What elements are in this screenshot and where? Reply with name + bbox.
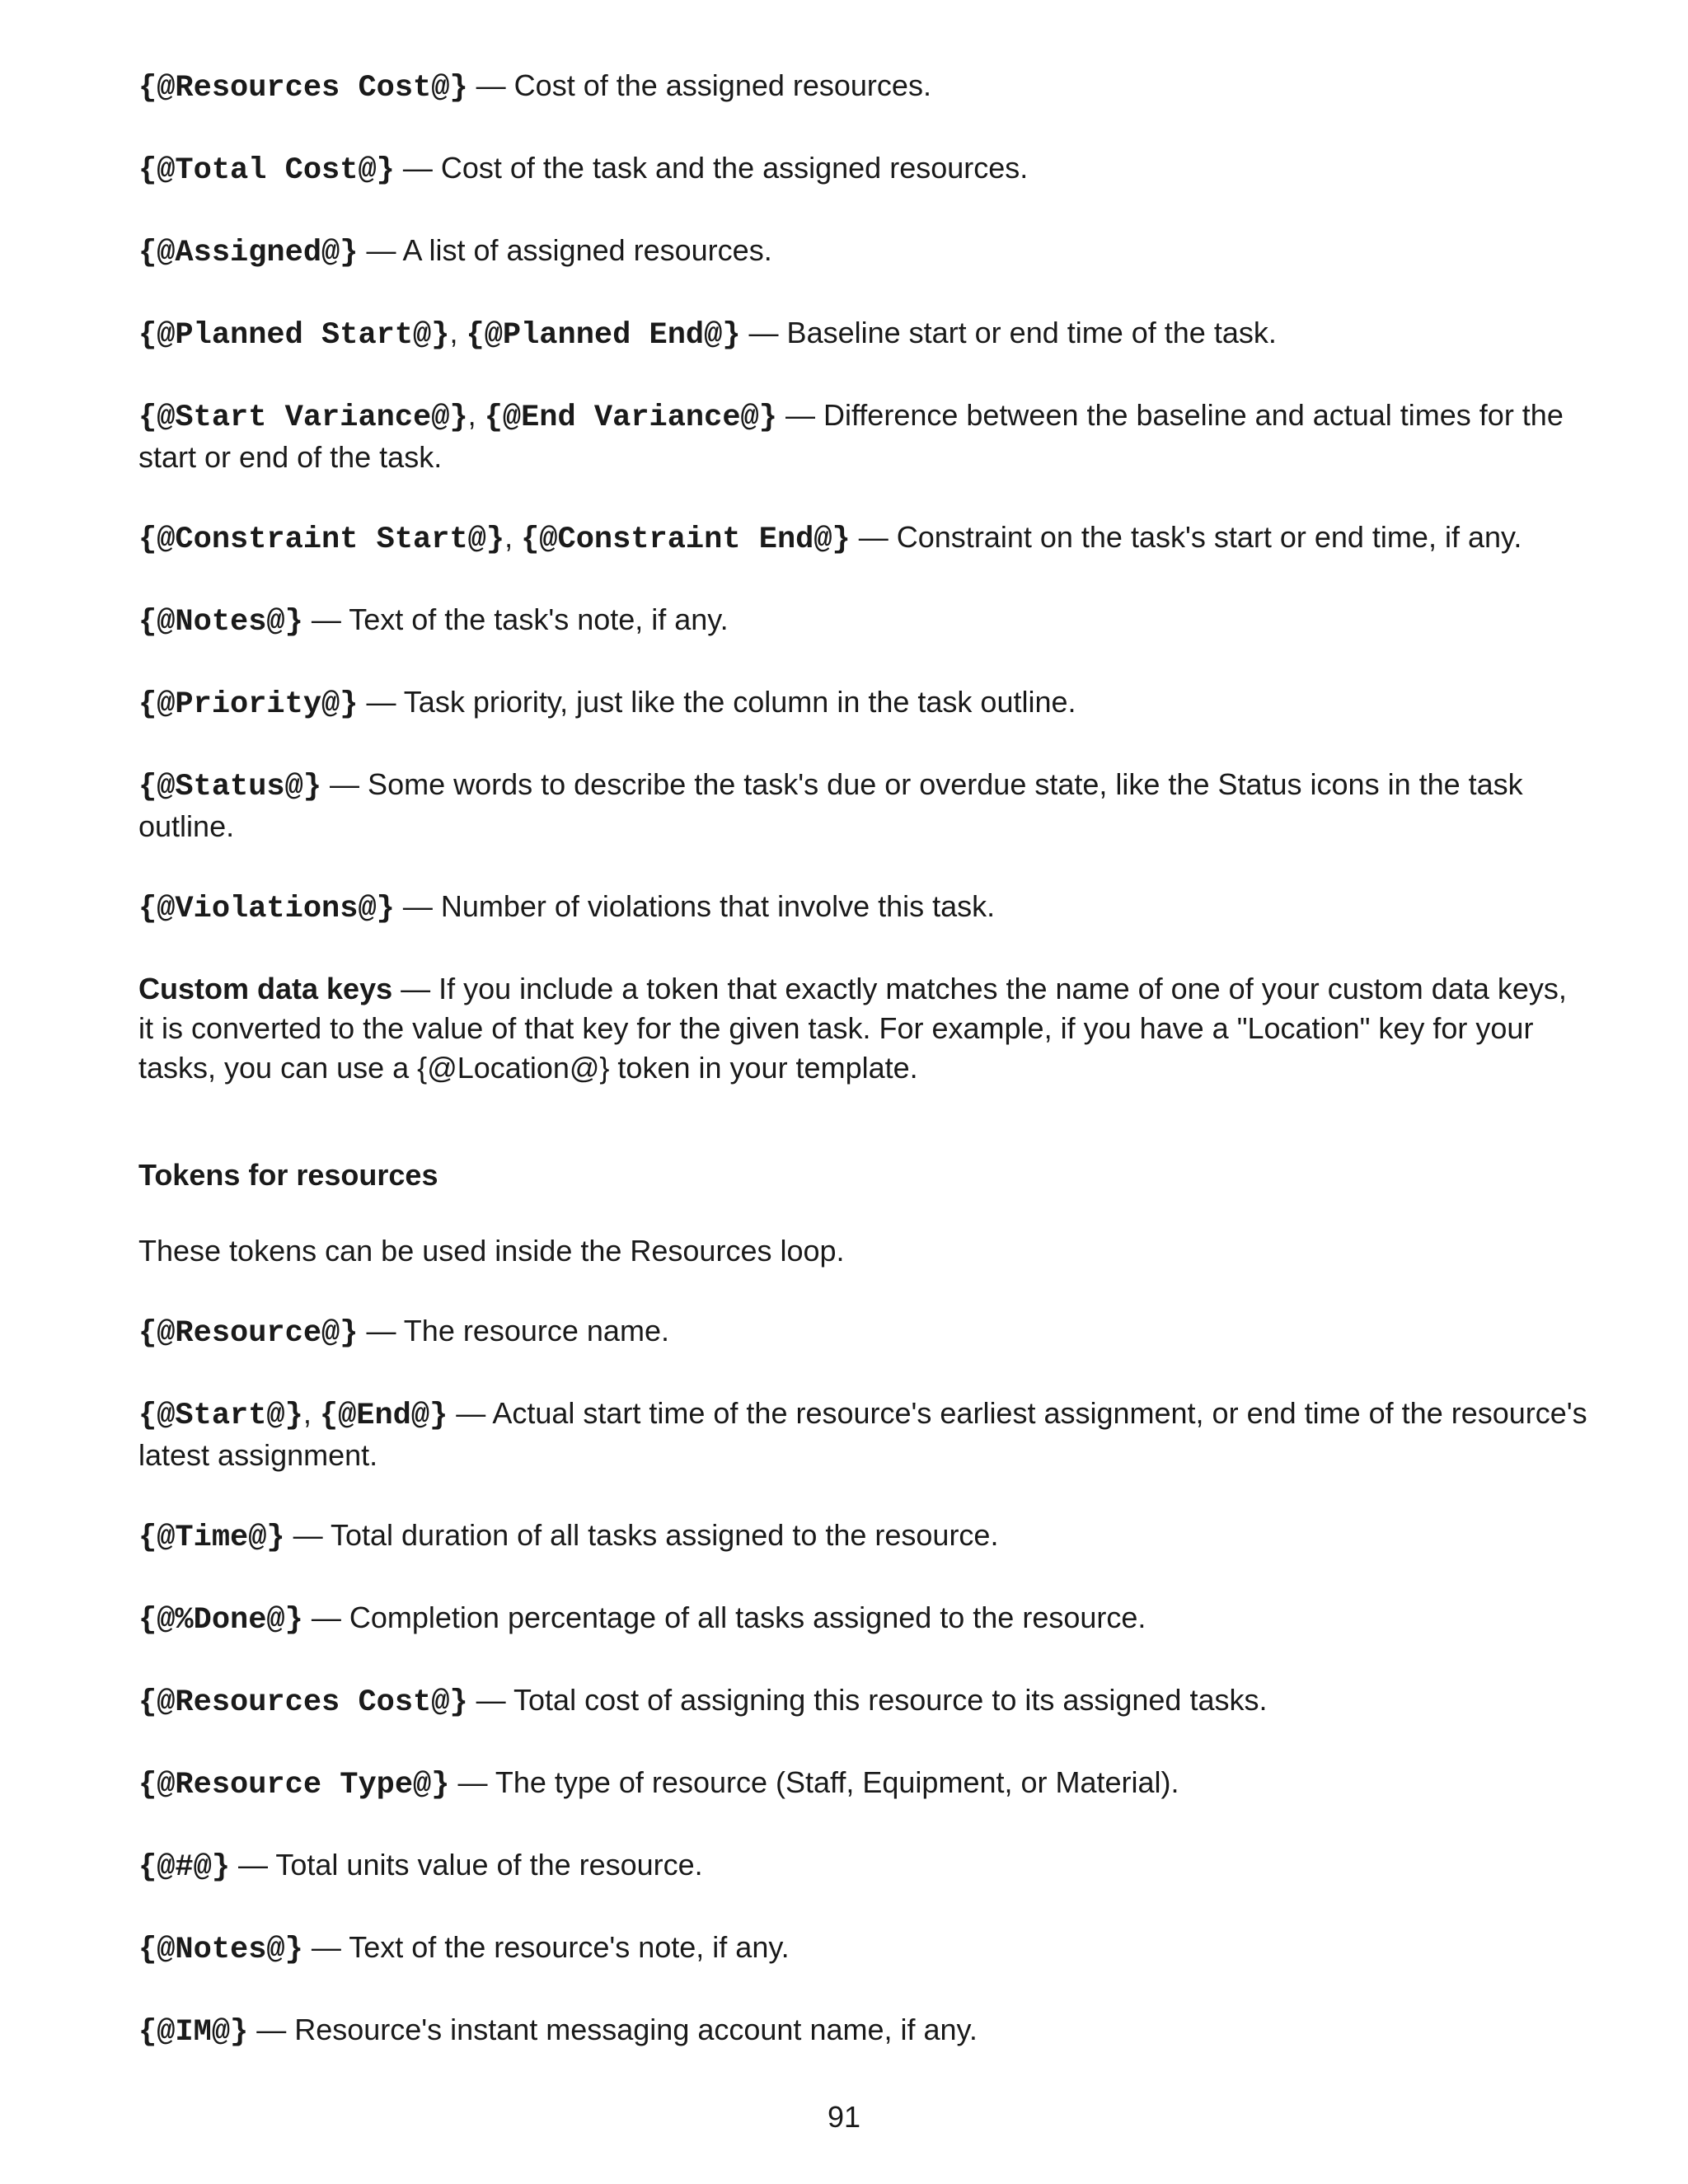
- token: {@Resource@}: [138, 1316, 359, 1351]
- token: {@Start@}: [138, 1399, 303, 1433]
- token-description: — Total cost of assigning this resource to its assigned tasks.: [467, 1683, 1268, 1717]
- token-description: — Constraint on the task's start or end time, if any.: [850, 520, 1522, 554]
- token-description: — Number of violations that involve this task.: [394, 889, 996, 923]
- token-description: — Some words to describe the task's due or overdue state, like the Status icons in the task outline.: [138, 767, 1523, 843]
- token-description: — Actual start time of the resource's earliest assignment, or end time of the resource's latest assignment.: [138, 1396, 1587, 1472]
- token-entry-resource: [138, 1311, 1589, 1353]
- token-entry-assigned: [138, 231, 1589, 273]
- token-entry-status: [138, 765, 1589, 846]
- token-description: — A list of assigned resources.: [358, 233, 772, 267]
- token: {@Priority@}: [138, 687, 359, 722]
- token: {@Notes@}: [138, 605, 303, 640]
- token-entry-notes: [138, 600, 1589, 642]
- token-entry-resource-type: [138, 1763, 1589, 1805]
- token: {@Violations@}: [138, 892, 395, 926]
- token-entry-violations: [138, 887, 1589, 929]
- token-entry-planned: {@Planned Start@}, {@Planned End@} — Baseline start or end time of the task.: [138, 316, 1277, 353]
- task-token-list: [138, 66, 1589, 1088]
- token-description: — Task priority, just like the column in the task outline.: [358, 685, 1076, 719]
- token: {@End@}: [319, 1399, 448, 1433]
- token-description: — Cost of the task and the assigned resources.: [394, 151, 1029, 185]
- token-entry-constraint: {@Constraint Start@}, {@Constraint End@} — Constraint on the task's start or end time, if any.: [138, 520, 1522, 557]
- token: {@Resources Cost@}: [138, 1685, 468, 1720]
- token: {@Planned End@}: [466, 318, 741, 353]
- token-description: — Text of the task's note, if any.: [302, 602, 729, 636]
- token-entry-priority: [138, 682, 1589, 724]
- token-entry-total-cost: [138, 148, 1589, 190]
- token-description: — Completion percentage of all tasks assigned to the resource.: [302, 1601, 1146, 1634]
- token-description: — The type of resource (Staff, Equipment, or Material).: [449, 1765, 1179, 1799]
- token-entry-resource-notes: [138, 1928, 1589, 1970]
- token-description: — Cost of the assigned resources.: [467, 68, 931, 102]
- token: {@IM@}: [138, 2015, 249, 2050]
- token-description: — Baseline start or end time of the task.: [740, 316, 1277, 349]
- custom-data-keys-entry: [138, 969, 1589, 1088]
- token-description: — Resource's instant messaging account name, if any.: [248, 2013, 978, 2046]
- token-description: — The resource name.: [358, 1314, 669, 1347]
- custom-data-keys-description: — If you include a token that exactly matches the name of one of your custom data keys, it is converted to the value of that key for the given task. For example, if you have a "Location" key for your tasks, you can use a {@Location@} token in your template.: [138, 972, 1567, 1085]
- token: {@Time@}: [138, 1521, 285, 1555]
- token-entry-start-end: {@Start@}, {@End@} — Actual start time of the resource's earliest assignment, or end time of the resource's latest assignment.: [138, 1396, 1587, 1472]
- token-description: — Total duration of all tasks assigned to the resource.: [284, 1518, 999, 1552]
- token: {@Constraint Start@}: [138, 523, 505, 557]
- token: {@Start Variance@}: [138, 401, 468, 435]
- token-entry-time: [138, 1516, 1589, 1558]
- token: {@Notes@}: [138, 1933, 303, 1967]
- token: {@Status@}: [138, 770, 322, 804]
- token-entry-resources-cost-2: [138, 1680, 1589, 1722]
- token: {@End Variance@}: [484, 401, 777, 435]
- token: {@Assigned@}: [138, 236, 359, 270]
- token: {@Resource Type@}: [138, 1768, 450, 1802]
- section-heading-resources: Tokens for resources: [138, 1158, 438, 1192]
- token: {@Total Cost@}: [138, 153, 395, 188]
- token-entry-percent-done: [138, 1598, 1589, 1640]
- token: {@Constraint End@}: [521, 523, 851, 557]
- token-entry-resources-cost: [138, 66, 1589, 108]
- token: {@Resources Cost@}: [138, 71, 468, 105]
- token: {@%Done@}: [138, 1603, 303, 1638]
- token-entry-variance: {@Start Variance@}, {@End Variance@} — Difference between the baseline and actual times for the start or end of the task.: [138, 398, 1564, 474]
- token-entry-im: [138, 2010, 1589, 2052]
- page-number: 91: [827, 2100, 861, 2134]
- token-description: — Total units value of the resource.: [230, 1848, 703, 1882]
- section-intro: These tokens can be used inside the Resources loop.: [138, 1234, 845, 1268]
- token-description: — Text of the resource's note, if any.: [302, 1930, 790, 1964]
- token: {@#@}: [138, 1850, 231, 1885]
- token: {@Planned Start@}: [138, 318, 450, 353]
- token-entry-units: [138, 1845, 1589, 1887]
- resource-token-list: [138, 1311, 1589, 2052]
- custom-data-keys-label: Custom data keys: [138, 972, 393, 1005]
- token-description: — Difference between the baseline and actual times for the start or end of the task.: [138, 398, 1564, 474]
- document-page: [138, 66, 1589, 2093]
